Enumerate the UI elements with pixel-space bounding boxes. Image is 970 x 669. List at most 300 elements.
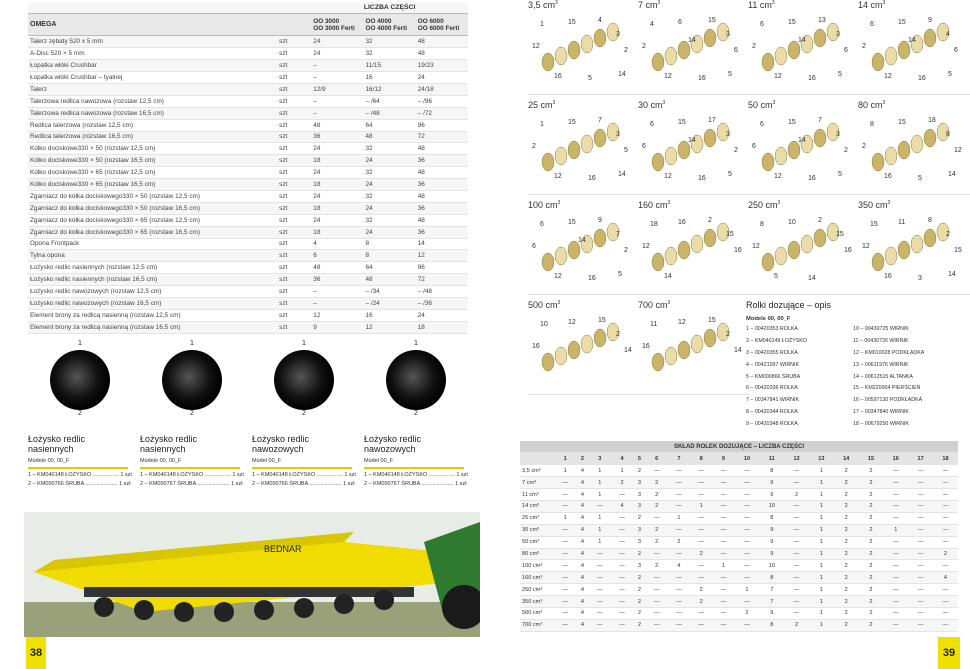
table-cell: 2 bbox=[859, 548, 884, 560]
table-cell: 25 cm³ bbox=[520, 512, 554, 524]
part-callout: 2 bbox=[708, 217, 712, 224]
table-cell: 2 bbox=[859, 596, 884, 608]
table-row bbox=[28, 107, 468, 119]
table-cell: 10 bbox=[759, 560, 784, 572]
table-cell: Łożysko redlic nawozowych (rozstaw 12,5 cm) bbox=[28, 286, 277, 298]
sklad-col-header: 12 bbox=[784, 453, 809, 465]
sklad-caption: SKŁAD ROLEK DOZUJĄCE – LICZBA CZĘŚCI bbox=[520, 441, 958, 453]
table-cell: 500 cm³ bbox=[520, 607, 554, 619]
part-callout: 12 bbox=[554, 173, 562, 180]
part-callout: 15 bbox=[788, 119, 796, 126]
table-cell: 2 bbox=[633, 596, 645, 608]
part-callout: 14 bbox=[664, 273, 672, 280]
part-callout: 4 bbox=[650, 21, 654, 28]
opis-col-1 bbox=[746, 324, 853, 431]
table-cell: — bbox=[908, 465, 933, 477]
opis-item: 12 – KM010028 PODKŁADKA bbox=[853, 349, 925, 356]
table-cell: 96 bbox=[416, 262, 468, 274]
roller-diagram bbox=[528, 0, 640, 95]
table-row bbox=[28, 72, 468, 84]
table-cell: Zgarniacz do kółka dociskowego330 × 50 (rozstaw 12,5 cm) bbox=[28, 190, 277, 202]
sklad-col-header: 2 bbox=[576, 453, 588, 465]
table-cell: 1 bbox=[668, 512, 690, 524]
bearing-part: 1 – KM040148 ŁOŻYSKO ................. 1 szt bbox=[364, 472, 468, 478]
table-cell: — bbox=[784, 465, 809, 477]
part-callout: 7 bbox=[616, 231, 620, 238]
table-cell: 48 bbox=[364, 131, 416, 143]
table-cell: 3,5 cm³ bbox=[520, 465, 554, 477]
table-cell: — bbox=[611, 596, 633, 608]
table-cell: szt bbox=[277, 250, 311, 262]
table-cell: szt bbox=[277, 226, 311, 238]
table-row bbox=[28, 297, 468, 309]
table-cell: szt bbox=[277, 167, 311, 179]
table-cell: 2 bbox=[834, 584, 859, 596]
table-cell: — bbox=[908, 619, 933, 631]
table-cell: 4 bbox=[576, 572, 588, 584]
part-callout: 2 bbox=[726, 331, 730, 338]
table-row bbox=[28, 83, 468, 95]
table-cell: 11/15 bbox=[364, 60, 416, 72]
table-cell: – /48 bbox=[416, 286, 468, 298]
table-cell: — bbox=[589, 548, 611, 560]
part-callout: 3 bbox=[726, 31, 730, 38]
sklad-col-header: 9 bbox=[712, 453, 734, 465]
table-cell: — bbox=[712, 536, 734, 548]
sklad-col-header: 15 bbox=[859, 453, 884, 465]
part-callout: 4 bbox=[598, 17, 602, 24]
part-callout: 10 bbox=[540, 321, 548, 328]
part-callout: 3 bbox=[836, 31, 840, 38]
table-cell: 4 bbox=[311, 238, 363, 250]
table-cell: szt bbox=[277, 155, 311, 167]
table-cell: — bbox=[646, 548, 668, 560]
table-cell: 3 bbox=[633, 477, 645, 489]
roller-diagram bbox=[748, 100, 860, 195]
table-row bbox=[28, 155, 468, 167]
parts-count-table bbox=[28, 2, 468, 334]
table-cell: Element brony za redlicą nasienną (rozstaw 16,5 cm) bbox=[28, 321, 277, 333]
part-callout: 15 bbox=[788, 19, 796, 26]
table-cell: 1 bbox=[809, 619, 834, 631]
bearing-card bbox=[252, 340, 362, 487]
part-callout: 15 bbox=[726, 231, 734, 238]
part-callout: 15 bbox=[568, 219, 576, 226]
part-callout: 7 bbox=[598, 117, 602, 124]
part-callout: 2 bbox=[734, 147, 738, 154]
table-row bbox=[28, 238, 468, 250]
table-cell: — bbox=[933, 477, 958, 489]
bearing-card bbox=[28, 340, 138, 487]
table-cell: 18 bbox=[311, 226, 363, 238]
table-cell: 1 bbox=[589, 512, 611, 524]
table-cell: szt bbox=[277, 107, 311, 119]
table-row bbox=[520, 619, 958, 631]
opis-item: 7 – 00347841 WIRNIK bbox=[746, 397, 799, 404]
table-cell: szt bbox=[277, 190, 311, 202]
table-cell: 6 bbox=[311, 250, 363, 262]
table-cell: — bbox=[883, 465, 908, 477]
roller-volume: 11 $cm^3$ bbox=[748, 0, 775, 10]
table-cell: 1 bbox=[883, 524, 908, 536]
table-cell: – bbox=[311, 107, 363, 119]
part-callout: 14 bbox=[798, 37, 806, 44]
table-cell: 2 bbox=[611, 477, 633, 489]
table-cell: — bbox=[611, 560, 633, 572]
table-cell: — bbox=[933, 500, 958, 512]
table-cell: 250 cm³ bbox=[520, 584, 554, 596]
roller-volume: 14 $cm^3$ bbox=[858, 0, 886, 10]
table-cell: — bbox=[712, 489, 734, 501]
table-row bbox=[520, 536, 958, 548]
roller-diagram bbox=[638, 200, 750, 295]
table-cell: 36 bbox=[416, 179, 468, 191]
table-cell: 2 bbox=[633, 584, 645, 596]
part-callout: 2 bbox=[624, 247, 628, 254]
table-cell: — bbox=[784, 596, 809, 608]
table-cell: — bbox=[933, 489, 958, 501]
part-callout: 15 bbox=[898, 119, 906, 126]
sklad-col-header: 3 bbox=[589, 453, 611, 465]
part-callout: 2 bbox=[642, 43, 646, 50]
table-cell: szt bbox=[277, 262, 311, 274]
opis-item: 5 – KM000866 ŚRUBA bbox=[746, 373, 801, 380]
table-cell: — bbox=[883, 584, 908, 596]
part-callout: 14 bbox=[808, 275, 816, 282]
table-row bbox=[28, 202, 468, 214]
part-callout: 16 bbox=[844, 247, 852, 254]
part-callout: 12 bbox=[678, 319, 686, 326]
table-cell: — bbox=[908, 524, 933, 536]
table-row bbox=[28, 179, 468, 191]
table-cell: 14 cm³ bbox=[520, 500, 554, 512]
table-cell: — bbox=[554, 596, 576, 608]
part-callout: 15 bbox=[898, 19, 906, 26]
table-cell: — bbox=[611, 489, 633, 501]
table-cell: — bbox=[712, 584, 734, 596]
part-callout: 15 bbox=[836, 231, 844, 238]
table-cell: — bbox=[712, 596, 734, 608]
part-callout: 16 bbox=[678, 219, 686, 226]
table-row bbox=[520, 500, 958, 512]
table-cell: — bbox=[646, 465, 668, 477]
table-cell: — bbox=[611, 572, 633, 584]
left-page bbox=[0, 0, 480, 669]
table-row bbox=[520, 584, 958, 596]
sklad-col-header: 4 bbox=[611, 453, 633, 465]
table-row bbox=[520, 596, 958, 608]
table-row bbox=[520, 524, 958, 536]
part-callout: 9 bbox=[598, 217, 602, 224]
part-callout: 6 bbox=[954, 47, 958, 54]
bearing-image: 1 2 bbox=[162, 350, 222, 410]
opis-item: 3 – 00420355 ROLKA bbox=[746, 349, 798, 356]
bearing-card bbox=[364, 340, 474, 487]
table-row bbox=[520, 572, 958, 584]
part-callout: 16 bbox=[734, 247, 742, 254]
part-callout: 14 bbox=[948, 171, 956, 178]
table-cell: — bbox=[554, 536, 576, 548]
table-cell: 10 bbox=[759, 500, 784, 512]
table-row bbox=[28, 36, 468, 48]
part-callout: 14 bbox=[688, 137, 696, 144]
table-cell: 2 bbox=[859, 560, 884, 572]
table-cell: 48 bbox=[311, 262, 363, 274]
part-callout: 1 bbox=[540, 21, 544, 28]
part-callout: 15 bbox=[708, 17, 716, 24]
table-cell: — bbox=[883, 607, 908, 619]
part-callout: 15 bbox=[954, 247, 962, 254]
table-cell: 4 bbox=[576, 512, 588, 524]
table-cell: 16 bbox=[364, 72, 416, 84]
table-cell: — bbox=[908, 596, 933, 608]
table-cell: – /64 bbox=[364, 95, 416, 107]
table-cell: — bbox=[883, 560, 908, 572]
part-callout: 14 bbox=[578, 237, 586, 244]
table-cell: Talerzowa redlica nawozowa (rozstaw 16,5 cm) bbox=[28, 107, 277, 119]
table-cell: 48 bbox=[311, 119, 363, 131]
part-callout: 3 bbox=[616, 31, 620, 38]
table-cell: 24/18 bbox=[416, 83, 468, 95]
table-cell: Kółko dociskowe330 × 65 (rozstaw 12,5 cm) bbox=[28, 167, 277, 179]
table-cell: — bbox=[668, 596, 690, 608]
table-cell: — bbox=[712, 465, 734, 477]
table-cell: 16 bbox=[364, 309, 416, 321]
table-cell: — bbox=[646, 572, 668, 584]
part-callout: 6 bbox=[752, 143, 756, 150]
opis-model: Modele 00, 00_F bbox=[746, 316, 791, 322]
table-cell: 2 bbox=[834, 548, 859, 560]
part-callout: 15 bbox=[708, 317, 716, 324]
sklad-col-header: 11 bbox=[759, 453, 784, 465]
part-callout: 16 bbox=[554, 73, 562, 80]
roller-diagram bbox=[528, 300, 640, 395]
table-cell: — bbox=[554, 607, 576, 619]
table-cell: 2 bbox=[933, 548, 958, 560]
bearing-part: 2 – KM000766 ŚRUBA ..................... 1 szt bbox=[252, 481, 355, 487]
table-row bbox=[28, 262, 468, 274]
opis-item: 13 – 00611976 WIRNIK bbox=[853, 361, 909, 368]
table-cell: 4 bbox=[576, 536, 588, 548]
part-callout: 12 bbox=[774, 173, 782, 180]
table-cell: — bbox=[883, 512, 908, 524]
table-cell: Redlica talerzowa (rozstaw 16,5 cm) bbox=[28, 131, 277, 143]
table-cell: 1 bbox=[809, 596, 834, 608]
table-cell: — bbox=[589, 607, 611, 619]
sklad-col-header: 14 bbox=[834, 453, 859, 465]
part-callout: 12 bbox=[954, 147, 962, 154]
table-cell: 2 bbox=[646, 477, 668, 489]
table-cell: szt bbox=[277, 119, 311, 131]
part-callout: 14 bbox=[688, 37, 696, 44]
table-cell: 8 bbox=[364, 238, 416, 250]
table-cell: 2 bbox=[834, 572, 859, 584]
part-callout: 12 bbox=[568, 319, 576, 326]
part-callout: 6 bbox=[734, 47, 738, 54]
table-cell: 24 bbox=[416, 309, 468, 321]
table-cell: Łożysko redlic nasiennych (rozstaw 12,5 cm) bbox=[28, 262, 277, 274]
table-cell: 32 bbox=[364, 214, 416, 226]
table-cell: 30 cm³ bbox=[520, 524, 554, 536]
bearing-part: 2 – KM000766 ŚRUBA ..................... 1 szt bbox=[28, 481, 131, 487]
table-cell: 1 bbox=[809, 607, 834, 619]
roller-diagram bbox=[638, 0, 750, 95]
table-cell: Talerz bbox=[28, 83, 277, 95]
opis-item: 14 – 00612515 ALTANKA bbox=[853, 373, 913, 380]
table-cell: 1 bbox=[809, 465, 834, 477]
table-cell: 48 bbox=[416, 143, 468, 155]
part-callout: 2 bbox=[752, 43, 756, 50]
table-cell: — bbox=[646, 596, 668, 608]
right-page bbox=[480, 0, 960, 669]
bearing-title: Łożysko redlic nawozowych bbox=[252, 434, 310, 454]
roller-volume: 80 $cm^3$ bbox=[858, 100, 886, 110]
part-callout: 5 bbox=[774, 273, 778, 280]
table-cell: 4 bbox=[576, 560, 588, 572]
table-cell: szt bbox=[277, 36, 311, 48]
bearing-title: Łożysko redlic nasiennych bbox=[28, 434, 86, 454]
part-callout: 5 bbox=[618, 271, 622, 278]
table-cell: — bbox=[611, 607, 633, 619]
sklad-col-header: 10 bbox=[735, 453, 760, 465]
roller-diagram bbox=[748, 200, 860, 295]
table-cell: — bbox=[933, 536, 958, 548]
table-cell: — bbox=[668, 489, 690, 501]
table-cell: — bbox=[735, 536, 760, 548]
table-cell: 19/23 bbox=[416, 60, 468, 72]
roller-volume: 250 $cm^3$ bbox=[748, 200, 781, 210]
table-cell: — bbox=[735, 524, 760, 536]
part-callout: 12 bbox=[752, 243, 760, 250]
table-cell: — bbox=[712, 619, 734, 631]
table-cell: 2 bbox=[834, 619, 859, 631]
sklad-col-header: 1 bbox=[554, 453, 576, 465]
table-cell: 2 bbox=[633, 619, 645, 631]
table-cell: szt bbox=[277, 72, 311, 84]
table-cell: — bbox=[611, 512, 633, 524]
table-cell: 4 bbox=[576, 619, 588, 631]
sklad-col-header: 18 bbox=[933, 453, 958, 465]
table-cell: — bbox=[933, 465, 958, 477]
bearing-part: 1 – KM040148 ŁOŻYSKO ................. 1 szt bbox=[252, 472, 356, 478]
table-cell: — bbox=[784, 560, 809, 572]
table-cell: — bbox=[589, 584, 611, 596]
table-cell: — bbox=[735, 596, 760, 608]
table-cell: 32 bbox=[364, 143, 416, 155]
table-cell: — bbox=[883, 477, 908, 489]
roller-diagram bbox=[858, 200, 970, 295]
part-callout: 5 bbox=[838, 171, 842, 178]
table-cell: 12 bbox=[416, 250, 468, 262]
roller-diagram bbox=[528, 200, 640, 295]
table-cell: — bbox=[668, 500, 690, 512]
table-cell: 12 bbox=[364, 321, 416, 333]
table-cell: szt bbox=[277, 95, 311, 107]
table-cell: szt bbox=[277, 131, 311, 143]
brand-logo: BEDNAR bbox=[264, 544, 302, 554]
table-cell: 2 bbox=[859, 607, 884, 619]
part-callout: 7 bbox=[818, 117, 822, 124]
table-cell: — bbox=[735, 619, 760, 631]
opis-item: 2 – KM040149 ŁOŻYSKO bbox=[746, 337, 807, 344]
table-cell: 3 bbox=[633, 500, 645, 512]
table-cell: 3 bbox=[633, 560, 645, 572]
part-callout: 8 bbox=[946, 131, 950, 138]
part-callout: 14 bbox=[624, 347, 632, 354]
table-cell: — bbox=[908, 477, 933, 489]
table-cell: 2 bbox=[859, 584, 884, 596]
table-cell: — bbox=[735, 560, 760, 572]
part-callout: 12 bbox=[532, 43, 540, 50]
opis-item: 4 – 00421097 WIRNIK bbox=[746, 361, 799, 368]
table-cell: — bbox=[883, 500, 908, 512]
part-callout: 14 bbox=[618, 171, 626, 178]
table-cell: szt bbox=[277, 143, 311, 155]
table-cell: 18 bbox=[311, 202, 363, 214]
part-callout: 17 bbox=[708, 117, 716, 124]
part-callout: 3 bbox=[918, 275, 922, 282]
table-cell: 2 bbox=[859, 500, 884, 512]
table-cell: — bbox=[933, 512, 958, 524]
table-cell: — bbox=[784, 584, 809, 596]
part-callout: 16 bbox=[808, 175, 816, 182]
table-cell: 36 bbox=[416, 155, 468, 167]
table-cell: — bbox=[712, 500, 734, 512]
part-callout: 5 bbox=[624, 147, 628, 154]
table-cell: — bbox=[712, 477, 734, 489]
table-cell: 4 bbox=[611, 500, 633, 512]
bearing-image: 1 2 bbox=[386, 350, 446, 410]
part-callout: 9 bbox=[928, 17, 932, 24]
table-cell: 2 bbox=[784, 489, 809, 501]
roller-diagram bbox=[638, 300, 750, 395]
table-cell: Łopatka włóki Crushbar bbox=[28, 60, 277, 72]
part-callout: 5 bbox=[728, 171, 732, 178]
table-cell: — bbox=[735, 548, 760, 560]
part-callout: 2 bbox=[946, 231, 950, 238]
table-cell: 1 bbox=[611, 465, 633, 477]
bearing-card bbox=[140, 340, 250, 487]
table-cell: Kółko dociskowe330 × 50 (rozstaw 16,5 cm) bbox=[28, 155, 277, 167]
table-cell: — bbox=[690, 489, 712, 501]
part-callout: 6 bbox=[760, 121, 764, 128]
table-cell: 1 bbox=[809, 536, 834, 548]
part-callout: 8 bbox=[870, 121, 874, 128]
table-cell: 2 bbox=[834, 477, 859, 489]
table-cell: szt bbox=[277, 83, 311, 95]
part-callout: 16 bbox=[884, 273, 892, 280]
table-cell: – /48 bbox=[364, 107, 416, 119]
table-cell: 7 bbox=[759, 584, 784, 596]
part-callout: 5 bbox=[588, 75, 592, 82]
table-cell: — bbox=[646, 619, 668, 631]
table-row bbox=[28, 274, 468, 286]
part-callout: 6 bbox=[678, 19, 682, 26]
table-cell: 1 bbox=[690, 500, 712, 512]
table-cell: – bbox=[311, 286, 363, 298]
table-cell: 2 bbox=[633, 465, 645, 477]
roller-volume: 50 $cm^3$ bbox=[748, 100, 776, 110]
table-cell: 9 bbox=[759, 477, 784, 489]
table-cell: 2 bbox=[859, 572, 884, 584]
table-cell: — bbox=[690, 619, 712, 631]
col-header: OO 3000 OO 3000 Ferti bbox=[311, 14, 363, 36]
table-cell: Zgarniacz do kółka dociskowego330 × 65 (rozstaw 12,5 cm) bbox=[28, 214, 277, 226]
table-cell: 48 bbox=[416, 48, 468, 60]
table-cell: — bbox=[690, 572, 712, 584]
rollers-description bbox=[746, 300, 960, 431]
table-cell: 350 cm³ bbox=[520, 596, 554, 608]
